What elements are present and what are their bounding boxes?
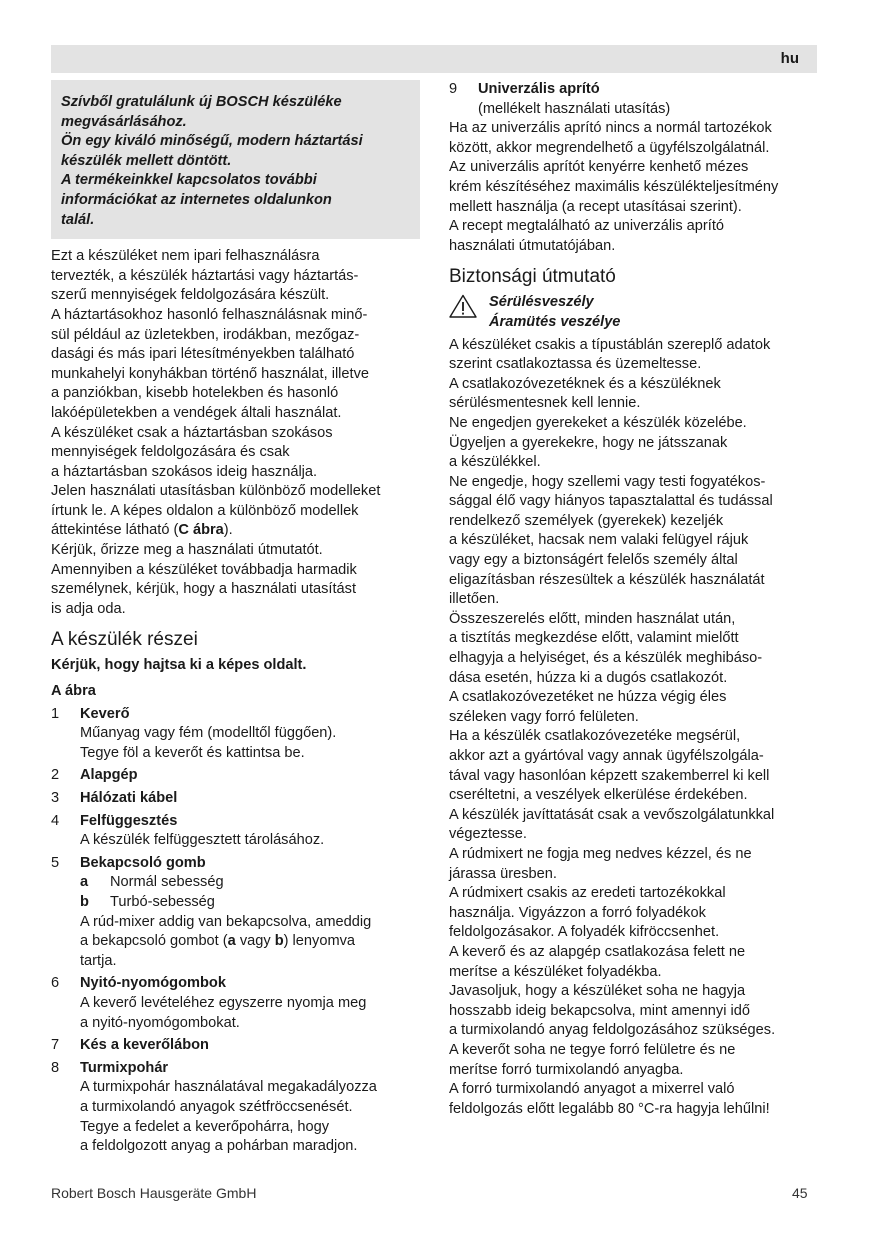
warning-injury: Sérülésveszély — [489, 294, 594, 311]
intro-line-info: A termékeinkkel kapcsolatos további információkat az internetes oldalunkon talál. — [61, 172, 332, 228]
intended-use-paragraph — [51, 247, 420, 541]
switch-desc-a: a — [227, 933, 236, 950]
switch-desc-end: ) lenyomva tartja. — [80, 933, 356, 969]
speed-option-turbo — [80, 893, 420, 913]
part-item-7 — [51, 1036, 420, 1056]
part-number: 2 — [51, 767, 60, 784]
intro-box — [51, 80, 420, 239]
part-number: 9 — [449, 81, 458, 97]
part-title: Bekapcsoló gomb — [80, 854, 206, 871]
part-item-9 — [449, 80, 819, 119]
safety-paragraph: A készüléket csakis a típustáblán szereplő adatok szerint csatlakoztassa és üzemeltesse. A csatlakozóvezetéknek és a készüléknek sérülésmentesnek kell lennie. Ne engedjen gyerekeket a készülék közelébe. Ügyeljen a gyerekekre, hogy ne játsszanak a készülékkel. Ne engedje, hogy szellemi vagy testi fogyatékos- sággal élő vagy hiányos tapasztalattal és tudással rendelkező személyek (gyerekek) kezeljék a készüléket, hacsak nem valaki felügyel rájuk vagy egy a biztonságért felelős személy által eligazításban részesültek a készülék használatát illetően. Összeszerelés előtt, minden használat után, a tisztítás megkezdése előtt, valamint mielőtt elhagyja a helyiséget, és a készülék meghibáso- dása esetén, húzza ki a dugós csatlakozót. A csatlakozóvezetéket ne húzza végig éles széleken vagy forró felületen. Ha a készülék csatlakozóvezetéke megsérül, akkor azt a gyártóval vagy annak ügyfélszolgála- tával vagy hasonlóan képzett szakemberrel ki kell cseréltetni, a veszélyek elkerülése érdekében. A készülék javíttatását csak a vevőszolgálatunkkal végeztesse. A rúdmixert ne fogja meg nedves kézzel, és ne járassa üresben. A rúdmixert csakis az eredeti tartozékokkal használja. Vigyázzon a forró folyadékok feldolgozásakor. A folyadék kifröccsenhet. A keverő és az alapgép csatlakozása felett ne merítse a készüléket folyadékba. Javasoljuk, hogy a készüléket soha ne hagyja hosszabb ideig bekapcsolva, mint amennyi idő a turmixolandó anyag feldolgozásához szükséges. A keverőt soha ne tegye forró felületre és ne merítse forró turmixolandó anyagba. A forró turmixolandó anyagot a mixerrel való feldolgozás előtt legalább 80 °C-ra hagyja lehűlni! — [449, 336, 776, 1117]
part-description: A készülék felfüggesztett tárolásához. — [80, 832, 325, 849]
page-number: 45 — [792, 1185, 808, 1201]
figure-a-label: A ábra — [51, 683, 96, 700]
part-number: 4 — [51, 812, 60, 829]
keep-manual-paragraph: Kérjük, őrizze meg a használati útmutatót. Amennyiben a készüléket továbbadja harmadik személynek, kérjük, hogy a használati utasítást is adja oda. — [51, 542, 357, 617]
right-column — [449, 80, 819, 1119]
warning-triangle-icon — [449, 294, 477, 318]
chopper-paragraph: Ha az univerzális aprító nincs a normál tartozékok között, akkor megrendelhető a ügyfélszolgálatnál. Az univerzális aprítót kenyérre kenhető mézes krém készítéséhez maximális készülékteljesítmény mellett használja (a recept utasításai szerint). A recept megtalálható az univerzális aprító használati útmutatójában. — [449, 120, 779, 254]
speed-letter: a — [80, 874, 89, 891]
safety-heading: Biztonsági útmutató — [449, 266, 616, 288]
part-number: 1 — [51, 705, 60, 722]
language-code: hu — [780, 50, 799, 67]
part-item-6 — [51, 974, 420, 1033]
speed-label: Turbó-sebesség — [110, 893, 215, 910]
intro-line-congrats: Szívből gratulálunk új BOSCH készüléke megvásárlásához. — [61, 94, 342, 130]
part-title: Nyitó-nyomógombok — [80, 975, 226, 992]
part-number: 8 — [51, 1059, 60, 1076]
part-number: 6 — [51, 975, 60, 992]
left-column — [51, 80, 420, 1157]
part-number: 5 — [51, 854, 60, 871]
part-description: (mellékelt használati utasítás) — [478, 100, 671, 117]
part-item-8 — [51, 1059, 420, 1157]
part-title: Turmixpohár — [80, 1059, 169, 1076]
switch-desc-start: A rúd-mixer addig van bekapcsolva, ameddig a bekapcsoló gombot ( — [80, 913, 372, 950]
part-item-1 — [51, 705, 420, 764]
part-item-4 — [51, 812, 420, 851]
speed-option-normal — [80, 873, 420, 893]
header-bar — [51, 45, 817, 73]
part-number: 3 — [51, 790, 60, 806]
part-title: Felfüggesztés — [80, 812, 178, 829]
warning-electric-shock: Áramütés veszélye — [489, 313, 621, 330]
speed-label: Normál sebesség — [110, 874, 224, 891]
speed-letter: b — [80, 893, 89, 910]
part-title: Alapgép — [80, 767, 138, 784]
part-title: Keverő — [80, 705, 130, 722]
part-number: 7 — [51, 1037, 60, 1054]
intended-use-text: Ezt a készüléket nem ipari felhasználásra tervezték, a készülék háztartási vagy háztartás- szerű mennyiségek feldolgozására készült. A háztartásokhoz hasonló felhasználásnak minő- sül például az üzletekben, irodákban, mezőgaz- dasági és más ipari létesítményekben található munkahelyi konyhákban történő használat, illetve a panziókban, kisebb hotelekben és hasonló lakóépületekben a vendégek általi használat. A készüléket csak a háztartásban szokásos mennyiségek feldolgozására és csak a háztartásban szokásos ideig használja. Jelen használati utasításban különböző modelleket írtunk le. A képes oldalon a különböző modellek áttekintése látható ( — [51, 248, 381, 539]
switch-desc-mid: vagy — [235, 933, 275, 950]
warning-block — [449, 293, 819, 332]
parts-heading: A készülék részei — [51, 629, 198, 651]
intro-line-quality: Ön egy kiváló minőségű, modern háztartási készülék mellett döntött. — [61, 133, 363, 169]
part-description: A turmixpohár használatával megakadályozza a turmixolandó anyagok szétfröccsenését. Tegye a fedelet a keverőpohárra, hogy a feldolgozott anyag a pohárban maradjon. — [80, 1079, 377, 1155]
part-title: Hálózati kábel — [80, 790, 178, 806]
part-item-5 — [51, 854, 420, 972]
figure-c-ref: C ábra — [178, 522, 224, 539]
part-description: A keverő levételéhez egyszerre nyomja meg a nyitó-nyomógombokat. — [80, 994, 367, 1031]
part-description — [80, 913, 420, 972]
intended-use-end: ). — [223, 522, 233, 539]
parts-instruction: Kérjük, hogy hajtsa ki a képes oldalt. — [51, 657, 307, 674]
part-description: Műanyag vagy fém (modelltől függően). Tegye föl a keverőt és kattintsa be. — [80, 725, 337, 761]
footer-company: Robert Bosch Hausgeräte GmbH — [51, 1185, 257, 1201]
part-item-2 — [51, 766, 420, 786]
part-title: Kés a keverőlábon — [80, 1037, 209, 1054]
part-item-3 — [51, 789, 420, 809]
part-title: Univerzális aprító — [478, 81, 600, 97]
switch-desc-b: b — [274, 933, 284, 950]
